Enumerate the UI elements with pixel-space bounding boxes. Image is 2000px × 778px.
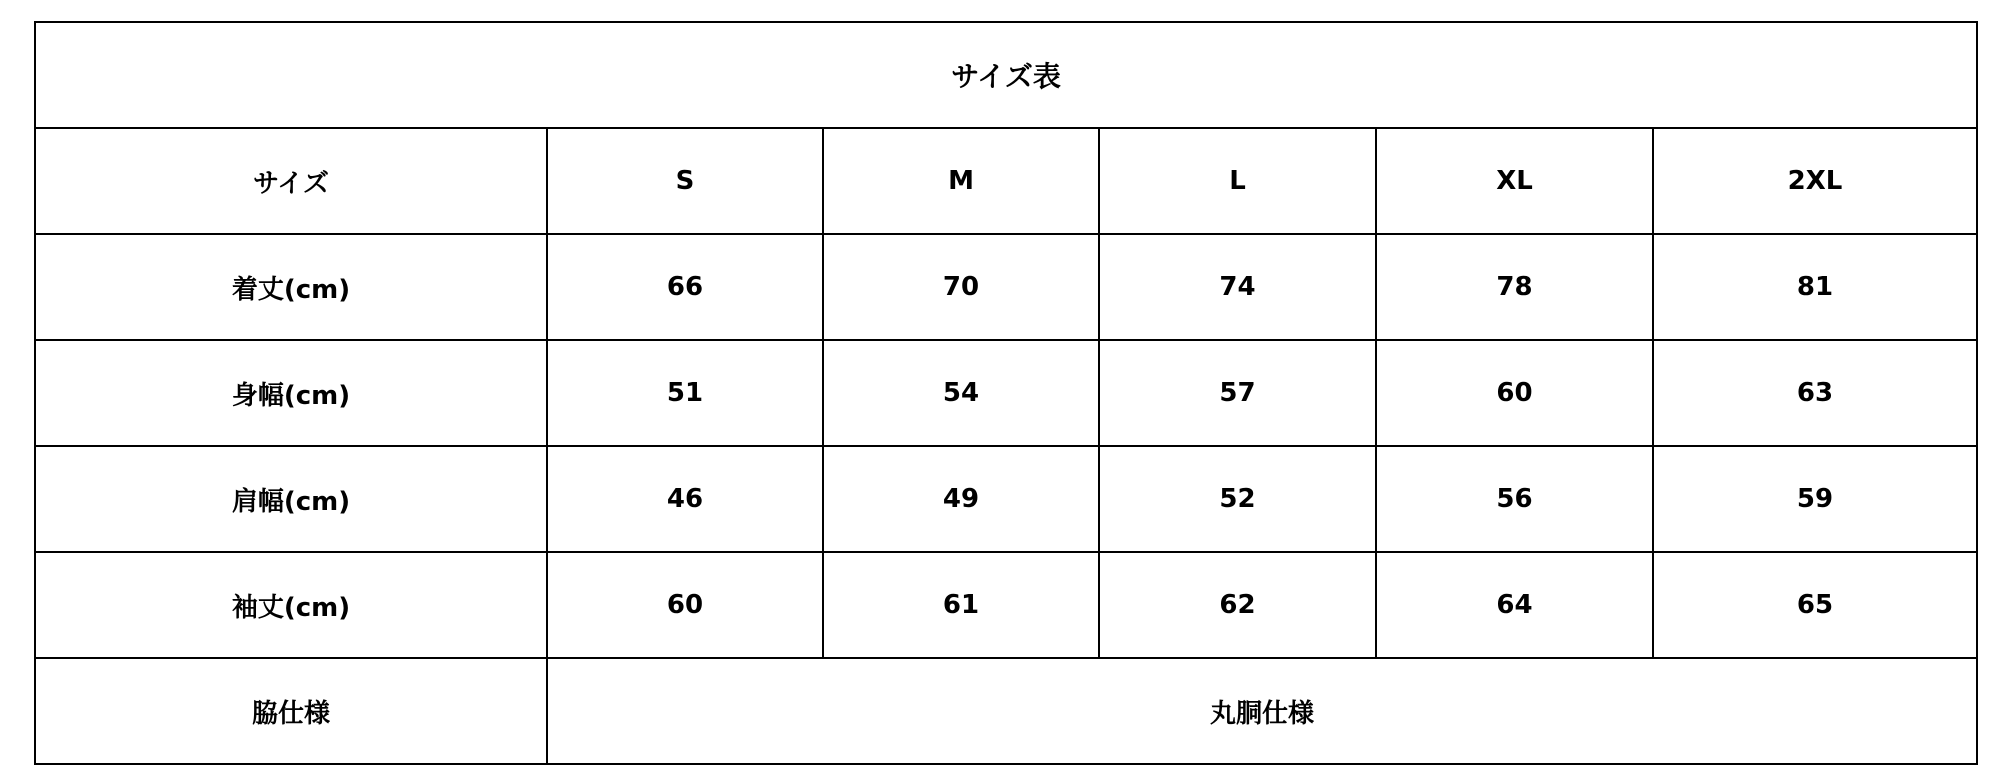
header-row [35,128,1977,234]
table-row [35,446,1977,552]
table-cell: 81 [1653,234,1977,340]
table-cell: 57 [1099,340,1376,446]
table-cell: 60 [547,552,823,658]
row-label: 袖丈(cm) [35,552,547,658]
table-cell: 64 [1376,552,1653,658]
size-chart-table [34,21,1978,765]
table-cell: 52 [1099,446,1376,552]
table-cell: 62 [1099,552,1376,658]
row-label: 身幅(cm) [35,340,547,446]
row-label: 着丈(cm) [35,234,547,340]
table-row [35,552,1977,658]
table-cell: 54 [823,340,1099,446]
table-cell: 65 [1653,552,1977,658]
table-row [35,340,1977,446]
size-header-xl: XL [1376,128,1653,234]
footer-row [35,658,1977,764]
table-cell: 70 [823,234,1099,340]
size-header-s: S [547,128,823,234]
size-header-m: M [823,128,1099,234]
table-cell: 78 [1376,234,1653,340]
table-cell: 66 [547,234,823,340]
table-cell: 60 [1376,340,1653,446]
table-cell: 74 [1099,234,1376,340]
table-cell: 49 [823,446,1099,552]
table-cell: 59 [1653,446,1977,552]
table-row [35,234,1977,340]
table-cell: 63 [1653,340,1977,446]
table-cell: 61 [823,552,1099,658]
table-cell: 56 [1376,446,1653,552]
size-header-l: L [1099,128,1376,234]
row-label: 肩幅(cm) [35,446,547,552]
size-header-2xl: 2XL [1653,128,1977,234]
table-cell: 46 [547,446,823,552]
footer-value: 丸胴仕様 [547,658,1977,764]
table-title: サイズ表 [35,22,1977,128]
header-label: サイズ [35,128,547,234]
table-cell: 51 [547,340,823,446]
footer-label: 脇仕様 [35,658,547,764]
title-row [35,22,1977,128]
